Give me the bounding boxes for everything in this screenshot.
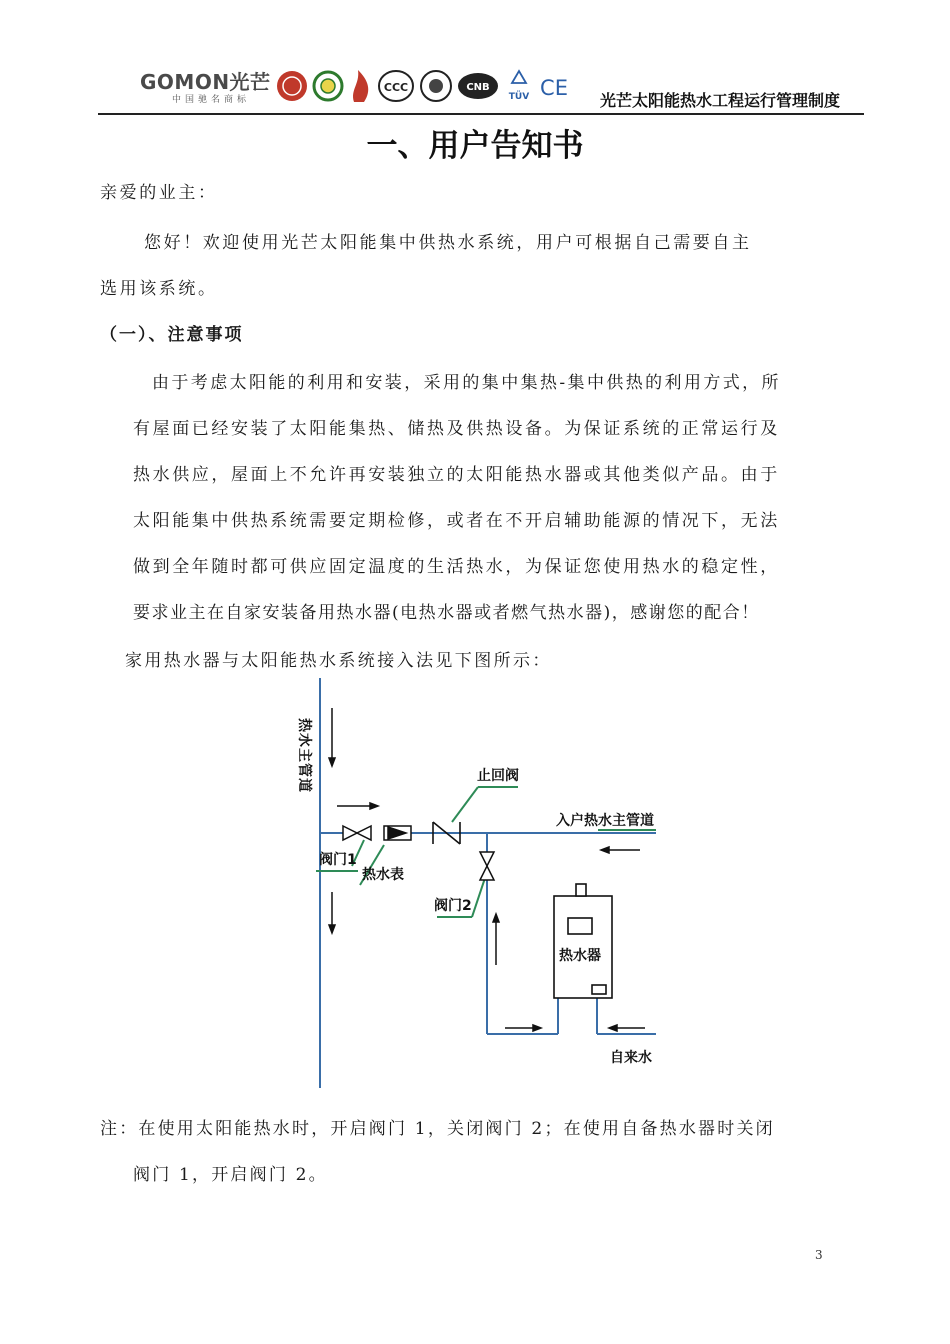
section-heading: （一）、注意事项	[100, 325, 244, 345]
notice-line-3: 热水供应，屋面上不允许再安装独立的太阳能热水器或其他类似产品。由于	[133, 465, 780, 485]
household-pipe-label: 入户热水主管道	[556, 813, 654, 829]
ccc-label: CCC	[383, 81, 409, 94]
water-heater-icon	[554, 884, 612, 998]
heat-meter-icon	[384, 826, 411, 840]
notice-line-5: 做到全年随时都可供应固定温度的生活热水，为保证您使用热水的稳定性，	[133, 557, 780, 577]
check-valve-label: 止回阀	[477, 768, 519, 784]
notice-line-2: 有屋面已经安装了太阳能集热、储热及供热设备。为保证系统的正常运行及	[133, 419, 780, 439]
flow-arrow-left-icon	[601, 847, 640, 853]
diagram-intro: 家用热水器与太阳能热水系统接入法见下图所示：	[125, 651, 552, 671]
notice-line-6: 要求业主在自家安装备用热水器(电热水器或者燃气热水器)，感谢您的配合！	[133, 603, 760, 623]
page-number: 3	[815, 1248, 823, 1262]
intro-line-2: 选用该系统。	[100, 279, 218, 299]
tuv-label: TÜV	[508, 92, 530, 102]
valve1-icon	[343, 826, 371, 840]
flow-arrow-down-icon	[329, 892, 335, 933]
flow-arrow-right-icon	[505, 1025, 541, 1031]
valve2-label: 阀门2	[434, 898, 472, 914]
note-line-1: 注：在使用太阳能热水时，开启阀门 1，关闭阀门 2；在使用自备热水器时关闭	[100, 1119, 775, 1139]
notice-line-4: 太阳能集中供热系统需要定期检修，或者在不开启辅助能源的情况下，无法	[133, 511, 780, 531]
valve1-label: 阀门1	[319, 852, 357, 868]
page-title: 一、用户告知书	[366, 128, 584, 164]
check-valve-leader-2	[452, 787, 478, 822]
water-heater-label: 热水器	[559, 948, 601, 964]
valve2-leader-2	[472, 878, 485, 917]
flow-arrow-right-icon	[337, 803, 378, 809]
flow-arrow-down-icon	[329, 708, 335, 766]
greeting: 亲爱的业主：	[100, 183, 218, 203]
brand-logo-subtitle: 中国驰名商标	[172, 95, 251, 105]
main-pipe-label: 热水主管道	[296, 718, 312, 793]
header-title: 光芒太阳能热水工程运行管理制度	[600, 91, 841, 110]
heat-meter-label: 热水表	[362, 867, 404, 883]
ce-label: CE	[540, 76, 568, 100]
note-line-2: 阀门 1，开启阀门 2。	[133, 1165, 328, 1185]
tap-water-label: 自来水	[610, 1050, 652, 1066]
cnb-label: CNB	[466, 82, 490, 93]
brand-logo-text: GOMON光芒	[140, 70, 271, 94]
notice-line-1: 由于考虑太阳能的利用和安装，采用的集中集热-集中供热的利用方式，所	[152, 373, 781, 393]
intro-line-1: 您好！欢迎使用光芒太阳能集中供热水系统，用户可根据自己需要自主	[144, 233, 752, 253]
flow-arrow-left-icon	[609, 1025, 645, 1031]
valve2-icon	[480, 852, 494, 880]
flow-arrow-up-icon	[493, 914, 499, 965]
